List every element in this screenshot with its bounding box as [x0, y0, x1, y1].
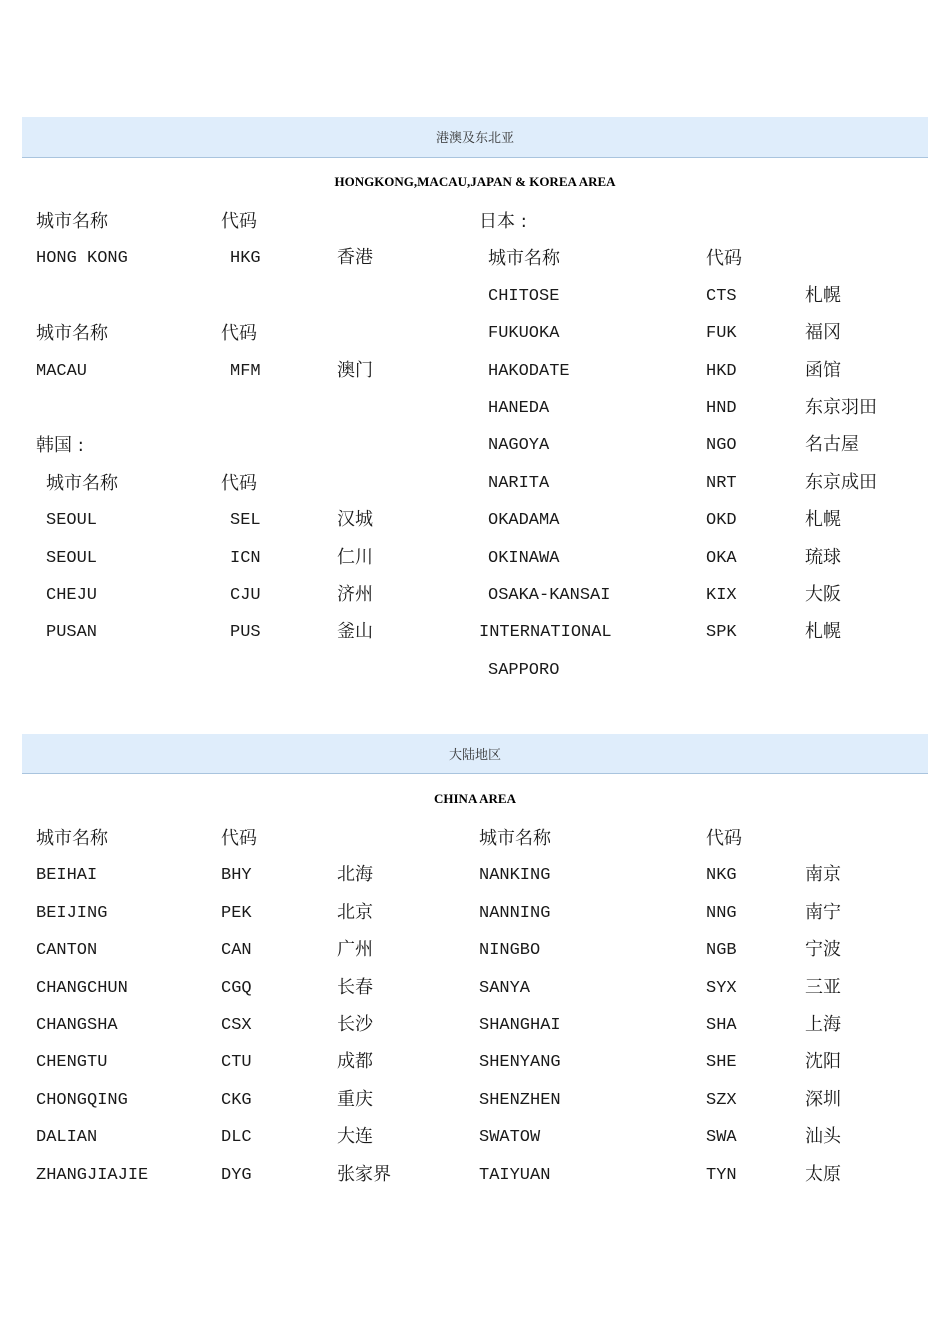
city-chinese-name: 张家界	[337, 1163, 391, 1185]
city-chinese-name: 札幌	[805, 621, 841, 643]
airport-code: SYX	[706, 978, 737, 998]
city-chinese-name: 琉球	[805, 546, 841, 568]
city-chinese-name: 汉城	[337, 509, 373, 531]
airport-code: TYN	[706, 1165, 737, 1185]
airport-code: OKD	[706, 511, 737, 531]
airport-code: CJU	[230, 586, 261, 605]
city-chinese-name: 福冈	[805, 322, 841, 344]
city-name: OKINAWA	[488, 548, 560, 568]
section-band-china	[22, 734, 928, 774]
city-name: NARITA	[488, 473, 550, 493]
city-chinese-name: 长春	[337, 976, 373, 998]
korea-label: 韩国 :	[36, 435, 84, 457]
city-chinese-name: 札幌	[805, 284, 841, 306]
airport-code: DYG	[221, 1165, 252, 1185]
city-name: HANEDA	[488, 399, 550, 418]
city-name: CHITOSE	[488, 286, 560, 306]
section-subtitle-hk-japan-korea: HONGKONG,MACAU,JAPAN & KOREA AREA	[334, 174, 616, 189]
column-header-city: 城市名称	[36, 323, 108, 345]
column-header-code: 代码	[221, 211, 257, 232]
column-header-code: 代码	[706, 828, 742, 849]
column-header-city: 城市名称	[479, 828, 551, 849]
city-name: NANNING	[479, 903, 551, 923]
city-chinese-name: 函馆	[805, 359, 841, 381]
city-name: SHENYANG	[479, 1053, 561, 1073]
section-title-hk-japan-korea: 港澳及东北亚	[435, 130, 514, 145]
city-chinese-name: 北海	[337, 864, 373, 886]
column-header-code: 代码	[221, 472, 257, 494]
airport-code: NGO	[706, 436, 737, 456]
airport-code: NGB	[706, 941, 737, 961]
city-chinese-name: 上海	[805, 1014, 841, 1035]
airport-code: PUS	[230, 623, 261, 643]
city-chinese-name: 太原	[805, 1163, 841, 1185]
city-name: SHANGHAI	[479, 1016, 561, 1035]
city-name: BEIJING	[36, 903, 108, 923]
city-name: CHEJU	[46, 586, 98, 605]
airport-code: NRT	[706, 473, 737, 493]
airport-code: PEK	[221, 903, 252, 923]
city-chinese-name: 东京成田	[805, 471, 877, 493]
city-chinese-name: 宁波	[805, 939, 841, 961]
section-subtitle-china: CHINA AREA	[434, 791, 516, 806]
airport-code: CSX	[221, 1016, 252, 1035]
airport-code: OKA	[706, 548, 737, 568]
city-chinese-name: 成都	[337, 1051, 373, 1073]
city-name: NAGOYA	[488, 436, 550, 456]
column-header-city: 城市名称	[488, 248, 560, 270]
city-name: ZHANGJIAJIE	[36, 1165, 149, 1185]
airport-code: KIX	[706, 586, 737, 605]
city-chinese-name: 汕头	[805, 1126, 841, 1148]
airport-code: MFM	[230, 361, 261, 381]
city-name: NINGBO	[479, 941, 541, 961]
airport-code: HKD	[706, 361, 737, 381]
japan-label: 日本 :	[479, 211, 527, 232]
city-name: SEOUL	[46, 548, 98, 568]
city-chinese-name: 广州	[337, 939, 373, 961]
city-name: OSAKA-KANSAI	[488, 586, 611, 605]
city-chinese-name: 大连	[337, 1126, 373, 1148]
city-name: SEOUL	[46, 511, 98, 531]
city-chinese-name: 大阪	[805, 584, 841, 605]
city-name: CHONGQING	[36, 1090, 128, 1110]
city-chinese-name: 重庆	[337, 1088, 373, 1110]
column-header-code: 代码	[706, 248, 742, 270]
airport-code: SZX	[706, 1090, 737, 1110]
city-name: OKADAMA	[488, 511, 560, 531]
airport-code: NKG	[706, 866, 737, 886]
city-name: CHENGTU	[36, 1053, 108, 1073]
city-chinese-name: 深圳	[805, 1088, 841, 1110]
city-name: CHANGSHA	[36, 1016, 118, 1035]
city-chinese-name: 札幌	[805, 509, 841, 531]
city-name: CHANGCHUN	[36, 978, 128, 998]
airport-code: CGQ	[221, 978, 252, 998]
city-chinese-name: 三亚	[805, 976, 841, 998]
airport-code: HKG	[230, 249, 261, 269]
airport-code: ICN	[230, 548, 261, 568]
city-chinese-name: 香港	[337, 247, 373, 269]
airport-code: BHY	[221, 866, 252, 886]
airport-code: FUK	[706, 324, 737, 344]
section-title-china: 大陆地区	[448, 747, 501, 762]
city-chinese-name: 沈阳	[805, 1051, 841, 1073]
city-name: HAKODATE	[488, 361, 570, 381]
airport-code: CKG	[221, 1090, 252, 1110]
city-name: CANTON	[36, 941, 98, 961]
column-header-code: 代码	[221, 323, 257, 345]
city-chinese-name: 釜山	[337, 621, 373, 643]
city-chinese-name: 南京	[805, 864, 841, 886]
airport-code: HND	[706, 399, 737, 418]
city-chinese-name: 澳门	[337, 359, 373, 381]
city-name: MACAU	[36, 361, 88, 381]
column-header-city: 城市名称	[46, 472, 118, 494]
airport-code: NNG	[706, 903, 737, 923]
city-name: NANKING	[479, 866, 551, 886]
airport-code: SHA	[706, 1016, 737, 1035]
column-header-city: 城市名称	[36, 828, 108, 849]
city-chinese-name: 名古屋	[805, 434, 859, 456]
column-header-code: 代码	[221, 828, 257, 849]
column-header-city: 城市名称	[36, 211, 108, 232]
city-chinese-name: 长沙	[337, 1014, 373, 1035]
city-name: FUKUOKA	[488, 324, 560, 344]
city-chinese-name: 北京	[337, 901, 373, 923]
airport-code: CTS	[706, 286, 737, 306]
airport-code: CAN	[221, 941, 252, 961]
airport-code: SPK	[706, 623, 737, 643]
city-name: DALIAN	[36, 1128, 98, 1148]
airport-code: SWA	[706, 1128, 737, 1148]
city-chinese-name: 济州	[337, 584, 373, 605]
city-name: SANYA	[479, 978, 531, 998]
city-chinese-name: 东京羽田	[805, 397, 877, 418]
city-name: SWATOW	[479, 1128, 541, 1148]
airport-code: SHE	[706, 1053, 737, 1073]
section-band-hk-japan-korea	[22, 117, 928, 158]
airport-code: DLC	[221, 1128, 252, 1148]
city-name: SAPPORO	[488, 660, 560, 680]
city-name: BEIHAI	[36, 866, 98, 886]
city-name: TAIYUAN	[479, 1165, 551, 1185]
airport-code: CTU	[221, 1053, 252, 1073]
city-chinese-name: 南宁	[805, 901, 841, 923]
airport-code: SEL	[230, 511, 261, 531]
city-name: SHENZHEN	[479, 1090, 561, 1110]
city-name: HONG KONG	[36, 249, 128, 269]
city-chinese-name: 仁川	[337, 546, 373, 568]
city-name: INTERNATIONAL	[479, 623, 612, 643]
city-name: PUSAN	[46, 623, 98, 643]
